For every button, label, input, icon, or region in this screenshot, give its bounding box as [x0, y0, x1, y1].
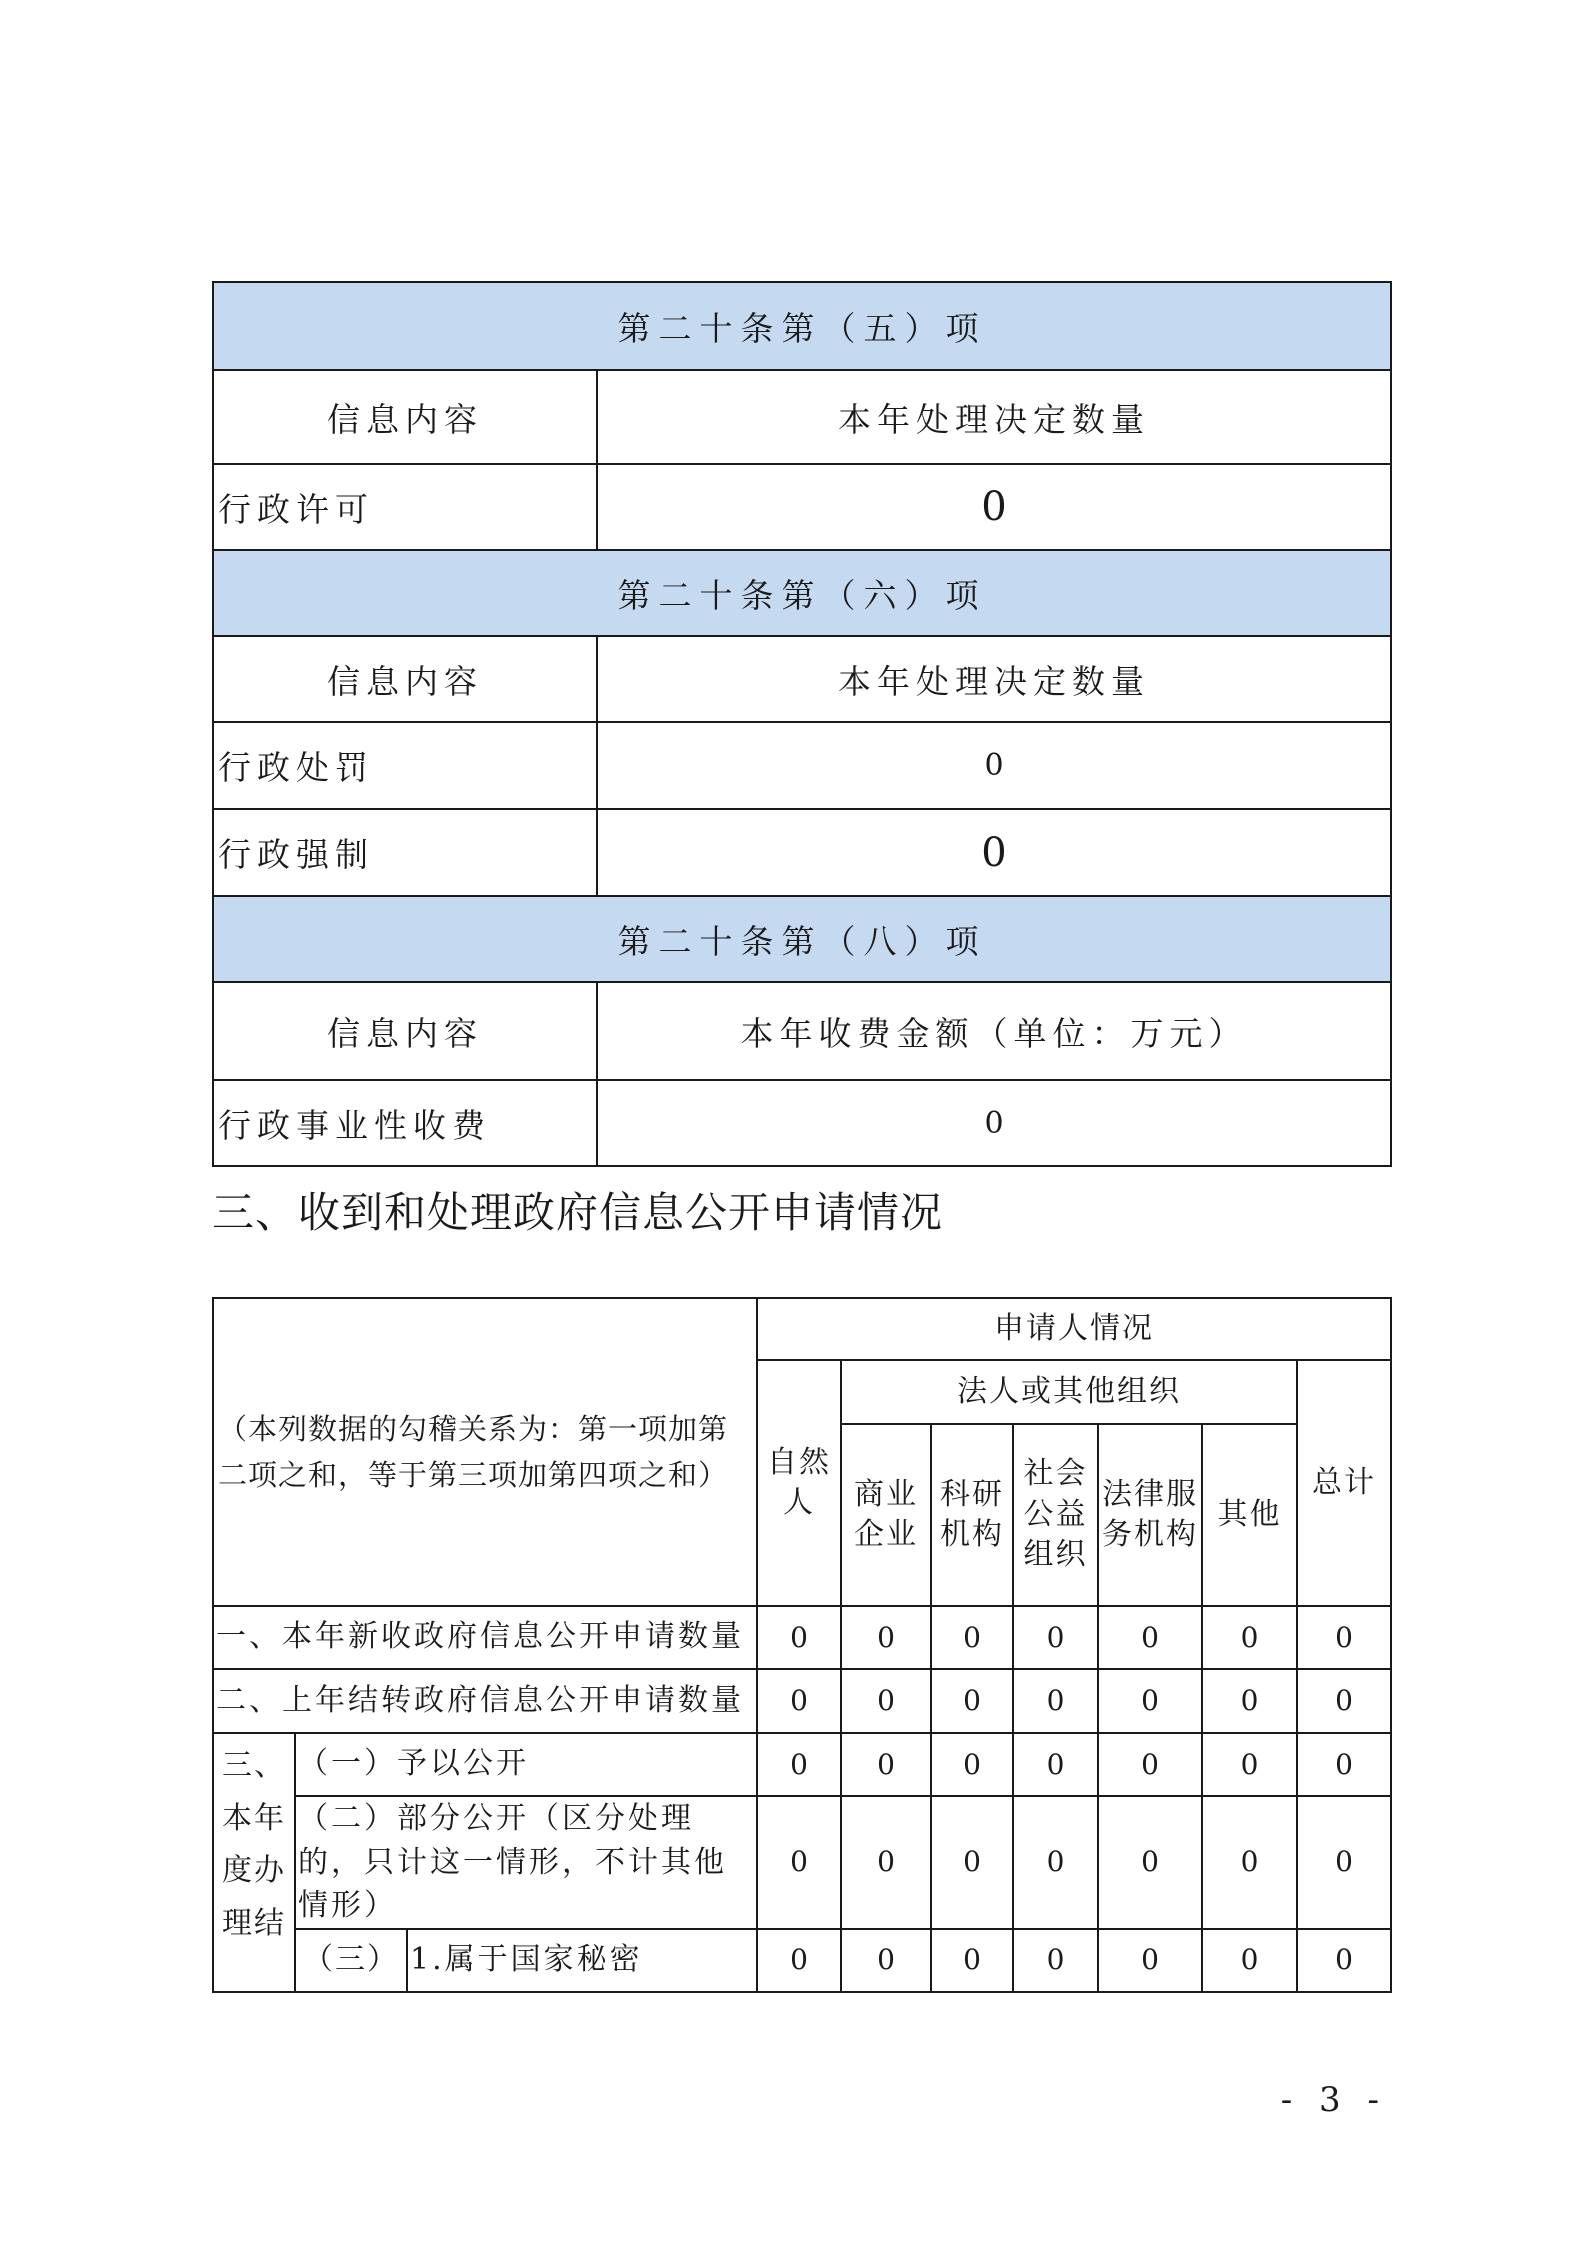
cell-value: 0 — [757, 1733, 841, 1796]
cell-value: 0 — [1013, 1669, 1098, 1733]
row-label: 一、本年新收政府信息公开申请数量 — [213, 1606, 757, 1669]
row-label: （二）部分公开（区分处理的，只计这一情形，不计其他情形） — [295, 1796, 757, 1929]
social-header: 社会公益组织 — [1013, 1424, 1098, 1606]
cell-value: 0 — [1202, 1796, 1297, 1929]
cell-value: 0 — [757, 1796, 841, 1929]
business-header: 商业企业 — [841, 1424, 931, 1606]
cell-value: 0 — [841, 1733, 931, 1796]
other-header: 其他 — [1202, 1424, 1297, 1606]
col-header-info: 信息内容 — [213, 982, 597, 1080]
cell-value: 0 — [1013, 1733, 1098, 1796]
cell-value: 0 — [1098, 1929, 1202, 1992]
cell-value: 0 — [1098, 1669, 1202, 1733]
cell-value: 0 — [931, 1669, 1013, 1733]
cell-value: 0 — [931, 1796, 1013, 1929]
row-label: 行政处罚 — [213, 722, 597, 809]
cell-value: 0 — [841, 1929, 931, 1992]
row-value: 0 — [597, 722, 1391, 809]
cell-value: 0 — [931, 1929, 1013, 1992]
col-header-count: 本年处理决定数量 — [597, 370, 1391, 464]
section-title-5: 第二十条第（五）项 — [213, 282, 1391, 370]
row-label: 行政事业性收费 — [213, 1080, 597, 1166]
row-group-label: 三、本年度办理结 — [213, 1733, 295, 1992]
cell-value: 0 — [931, 1606, 1013, 1669]
section-heading-3: 三、收到和处理政府信息公开申请情况 — [212, 1188, 944, 1237]
cell-value: 0 — [1202, 1929, 1297, 1992]
cell-value: 0 — [1098, 1606, 1202, 1669]
cell-value: 0 — [841, 1669, 931, 1733]
applicant-header: 申请人情况 — [757, 1298, 1391, 1360]
section-title-8: 第二十条第（八）项 — [213, 896, 1391, 982]
row-label: 行政强制 — [213, 809, 597, 896]
cell-value: 0 — [931, 1733, 1013, 1796]
cell-value: 0 — [1297, 1929, 1391, 1992]
cell-value: 0 — [1297, 1606, 1391, 1669]
cell-value: 0 — [1202, 1733, 1297, 1796]
total-header: 总计 — [1297, 1360, 1391, 1606]
row-label: 二、上年结转政府信息公开申请数量 — [213, 1669, 757, 1733]
legal-group-header: 法人或其他组织 — [841, 1360, 1297, 1424]
cell-value: 0 — [1098, 1796, 1202, 1929]
page-number: - 3 - — [1280, 2080, 1387, 2120]
row-sub-label: （三） — [295, 1929, 407, 1992]
col-header-info: 信息内容 — [213, 370, 597, 464]
col-header-info: 信息内容 — [213, 636, 597, 722]
row-value: 0 — [597, 809, 1391, 896]
cell-value: 0 — [841, 1796, 931, 1929]
row-label: （一）予以公开 — [295, 1733, 757, 1796]
row-value: 0 — [597, 464, 1391, 550]
cell-value: 0 — [1297, 1669, 1391, 1733]
cell-value: 0 — [1013, 1929, 1098, 1992]
disclosure-table-1 — [212, 281, 1392, 1167]
natural-person-header: 自然人 — [757, 1360, 841, 1606]
cell-value: 0 — [757, 1929, 841, 1992]
cell-value: 0 — [1297, 1733, 1391, 1796]
cell-value: 0 — [1297, 1796, 1391, 1929]
cell-value: 0 — [1098, 1733, 1202, 1796]
row-label: 行政许可 — [213, 464, 597, 550]
cell-value: 0 — [1013, 1606, 1098, 1669]
cell-value: 0 — [1202, 1669, 1297, 1733]
research-header: 科研机构 — [931, 1424, 1013, 1606]
note-cell: （本列数据的勾稽关系为：第一项加第二项之和，等于第三项加第四项之和） — [213, 1298, 757, 1606]
col-header-count: 本年处理决定数量 — [597, 636, 1391, 722]
row-label: 1.属于国家秘密 — [407, 1929, 757, 1992]
row-value: 0 — [597, 1080, 1391, 1166]
cell-value: 0 — [1202, 1606, 1297, 1669]
application-table — [212, 1297, 1392, 1993]
legal-service-header: 法律服务机构 — [1098, 1424, 1202, 1606]
section-title-6: 第二十条第（六）项 — [213, 550, 1391, 636]
cell-value: 0 — [1013, 1796, 1098, 1929]
cell-value: 0 — [757, 1606, 841, 1669]
cell-value: 0 — [757, 1669, 841, 1733]
cell-value: 0 — [841, 1606, 931, 1669]
col-header-fee: 本年收费金额（单位：万元） — [597, 982, 1391, 1080]
